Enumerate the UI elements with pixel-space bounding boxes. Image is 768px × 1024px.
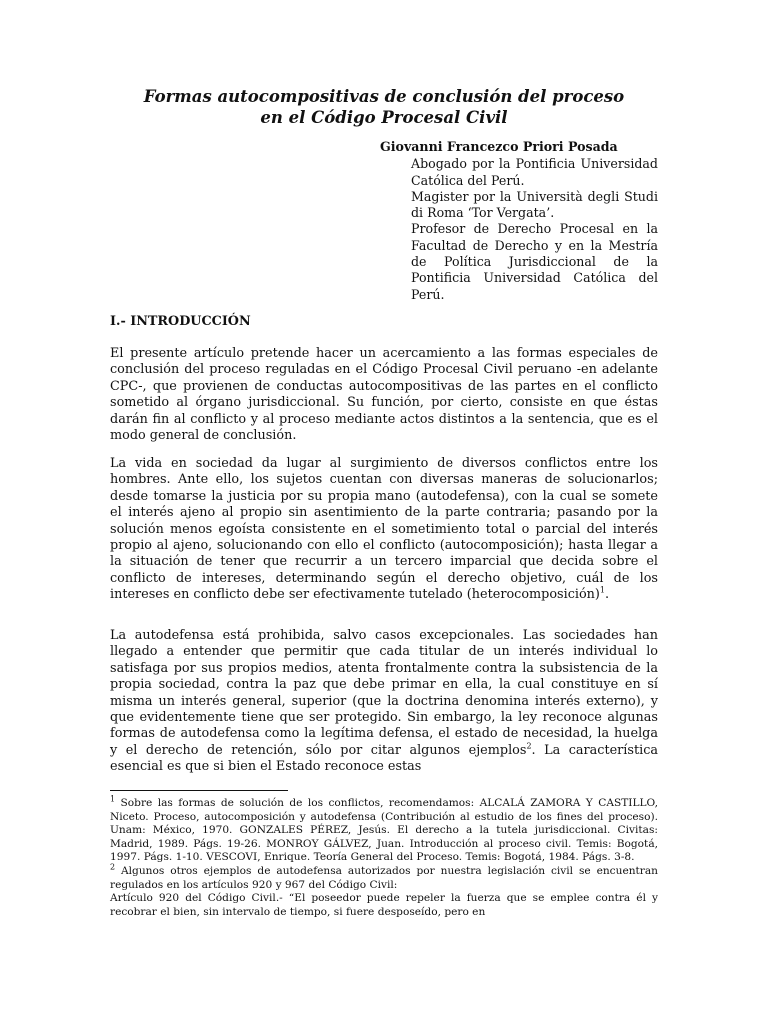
footnote-reference[interactable]: 1 [599, 585, 606, 595]
paragraph-text [110, 456, 658, 604]
footnote-divider [110, 790, 288, 791]
paragraph-text [110, 628, 658, 776]
title-line-2: en el Código Procesal Civil [260, 108, 508, 127]
footnote-reference[interactable]: 2 [526, 741, 532, 751]
section-heading: I.- INTRODUCCIÓN [110, 314, 251, 329]
footnotes [110, 794, 658, 919]
paragraph [110, 456, 658, 604]
author-affiliations [411, 156, 658, 303]
footnote-1 [110, 794, 658, 865]
footnote-2 [110, 862, 658, 892]
author-block [380, 139, 658, 303]
paragraph [110, 346, 658, 444]
footnote-quote: Artículo 920 del Código Civil.- “El poseedor puede repeler la fuerza que se emplee contra él y recobrar el bien, sin intervalo de tiempo, si fuere desposeído, pero en [110, 892, 658, 918]
affiliation-line: Magister por la Università degli Studi di Roma ‘Tor Vergata’. [411, 188, 658, 221]
paragraph-text-run: . [605, 587, 610, 603]
paragraph-text-run: La vida en sociedad da lugar al surgimiento de diversos conflictos entre los hombres. Ante ello, los sujetos cuentan con diversas maneras de solucionarlos; desde tomarse la justicia por su propia mano (autodefensa), con la cual se somete el interés ajeno al propio sin asentimiento de la parte contraria; pasando por la solución menos egoísta consistente en el sometimiento total o parcial del interés propio al ajeno, solucionando con ello el conflicto (autocomposición); hasta llegar a la situación de tener que recurrir a un tercero imparcial que decida sobre el conflicto de intereses, determinando según el derecho objetivo, cuál de los intereses en conflicto debe ser efectivamente tutelado (heterocomposición) [110, 456, 658, 603]
affiliation-line: Abogado por la Pontificia Universidad Católica del Perú. [411, 156, 658, 188]
author-name: Giovanni Francezco Priori Posada [380, 139, 618, 154]
paragraph [110, 628, 658, 776]
document-title [110, 86, 658, 128]
paragraph-text-run: La autodefensa está prohibida, salvo casos excepcionales. Las sociedades han llegado a entender que permitir que cada titular de un interés individual lo satisfaga por sus propios medios, atenta frontalmente contra la subsistencia de la propia sociedad, contra la paz que debe primar en ella, la cual constituye en sí misma un interés general, superior (que la doctrina denomina interés externo), y que evidentemente tiene que ser protegido. Sin embargo, la ley reconoce algunas formas de autodefensa como la legítima defensa, el estado de necesidad, la huelga y el derecho de retención, sólo por citar algunos ejemplos [110, 628, 658, 758]
title-line-1: Formas autocompositivas de conclusión del proceso [143, 87, 625, 106]
footnote-mark: 2 [110, 862, 116, 872]
paragraph-text-run: . La característica esencial es que si bien el Estado reconoce estas [110, 742, 658, 775]
paragraph-text: El presente artículo pretende hacer un acercamiento a las formas especiales de conclusión del proceso reguladas en el Código Procesal Civil peruano -en adelante CPC-, que provienen de conductas autocompositivas de las partes en el conflicto sometido al órgano jurisdiccional. Su función, por cierto, consiste en que éstas darán fin al conflicto y al proceso mediante actos distintos a la sentencia, que es el modo general de conclusión. [110, 346, 658, 444]
footnote-text: Sobre las formas de solución de los conflictos, recomendamos: ALCALÁ ZAMORA Y CASTILLO, Niceto. Proceso, autocomposición y autodefensa (Contribución al estudio de los fines del proceso). Unam: México, 1970. GONZALES PÉREZ, Jesús. El derecho a la tutela jurisdiccional. Civitas: Madrid, 1989. Págs. 19-26. MONROY GÁLVEZ, Juan. Introducción al proceso civil. Temis: Bogotá, 1997. Págs. 1-10. VESCOVI, Enrique. Teoría General del Proceso. Temis: Bogotá, 1984. Págs. 3-8. [110, 797, 658, 864]
affiliation-line: Profesor de Derecho Procesal en la Facultad de Derecho y en la Mestría de Política Jurisdiccional de la Pontificia Universidad Católica del Perú. [411, 221, 658, 302]
footnote-text: Algunos otros ejemplos de autodefensa autorizados por nuestra legislación civil se encuentran regulados en los artículos 920 y 967 del Código Civil: [110, 864, 658, 891]
footnote-mark: 1 [110, 794, 116, 804]
